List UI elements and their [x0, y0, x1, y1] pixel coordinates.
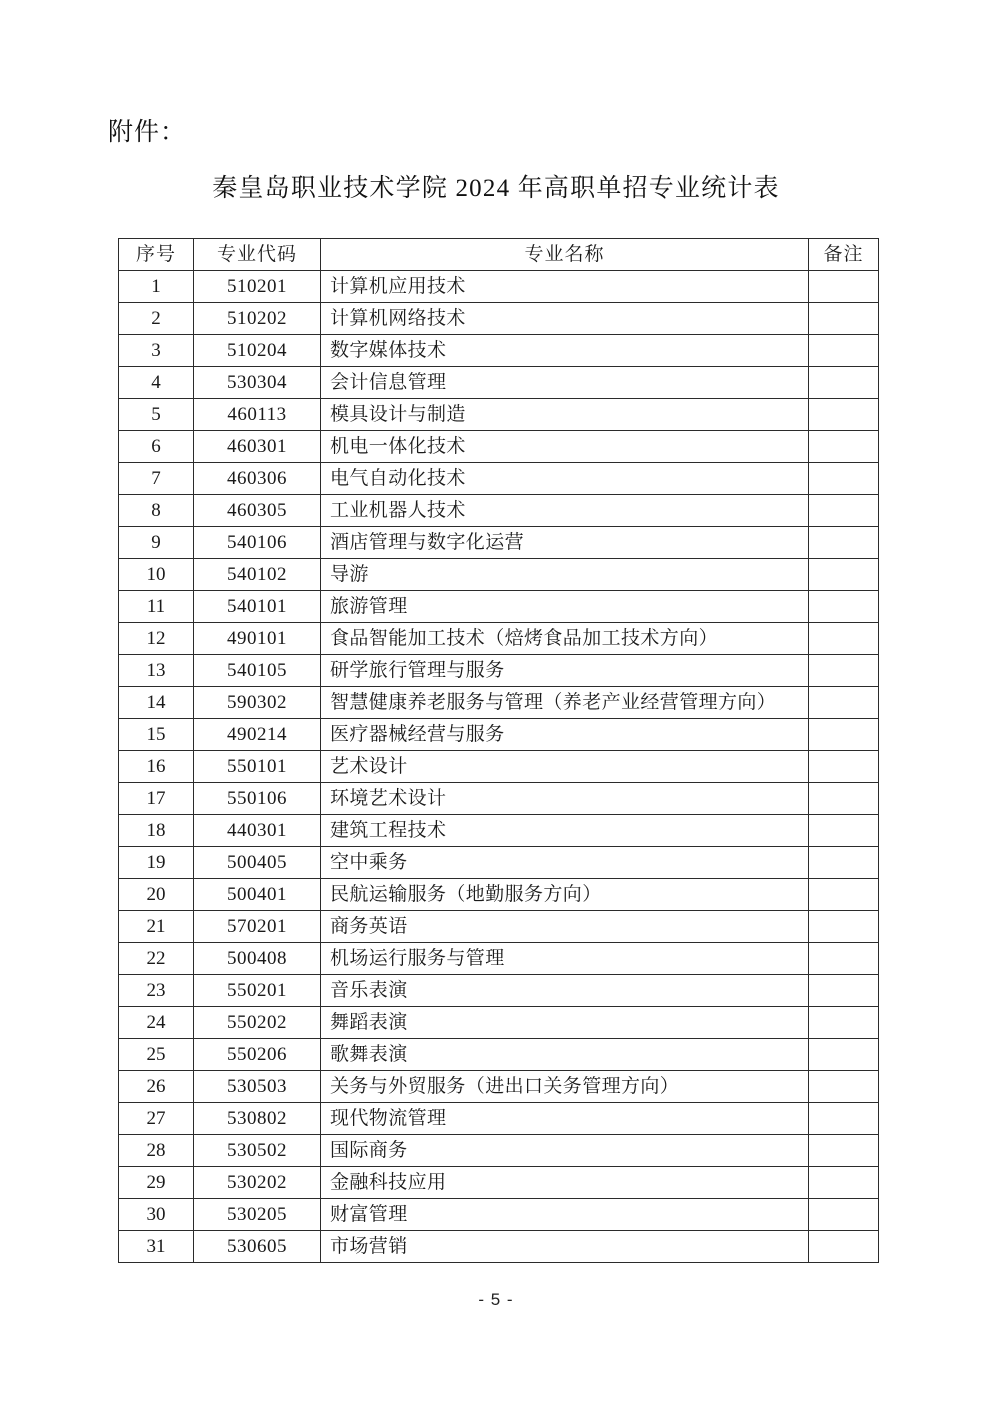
cell-serial-number: 10 [119, 559, 194, 591]
table-row [119, 879, 879, 911]
cell-serial-number: 17 [119, 783, 194, 815]
cell-serial-number: 8 [119, 495, 194, 527]
cell-serial-number: 14 [119, 687, 194, 719]
cell-major-code: 570201 [194, 911, 321, 943]
table-row [119, 303, 879, 335]
table-row [119, 495, 879, 527]
cell-major-code: 540101 [194, 591, 321, 623]
cell-major-name: 数字媒体技术 [321, 335, 809, 367]
table-row [119, 1231, 879, 1263]
cell-serial-number: 13 [119, 655, 194, 687]
cell-serial-number: 26 [119, 1071, 194, 1103]
cell-remark [809, 367, 879, 399]
cell-major-code: 550202 [194, 1007, 321, 1039]
cell-major-name: 食品智能加工技术（焙烤食品加工技术方向） [321, 623, 809, 655]
cell-major-name: 歌舞表演 [321, 1039, 809, 1071]
cell-major-code: 460306 [194, 463, 321, 495]
cell-major-code: 500401 [194, 879, 321, 911]
cell-remark [809, 623, 879, 655]
table-header [119, 239, 879, 271]
cell-major-code: 500408 [194, 943, 321, 975]
cell-major-name: 音乐表演 [321, 975, 809, 1007]
majors-table-container [118, 238, 878, 1263]
cell-serial-number: 21 [119, 911, 194, 943]
cell-major-code: 510202 [194, 303, 321, 335]
column-header-name: 专业名称 [321, 239, 809, 271]
table-row [119, 719, 879, 751]
cell-major-name: 智慧健康养老服务与管理（养老产业经营管理方向） [321, 687, 809, 719]
table-row [119, 1199, 879, 1231]
cell-remark [809, 591, 879, 623]
table-row [119, 847, 879, 879]
cell-serial-number: 5 [119, 399, 194, 431]
page-number: - 5 - [478, 1290, 514, 1309]
cell-serial-number: 16 [119, 751, 194, 783]
cell-remark [809, 1135, 879, 1167]
cell-remark [809, 1039, 879, 1071]
cell-remark [809, 783, 879, 815]
cell-major-code: 540105 [194, 655, 321, 687]
cell-remark [809, 975, 879, 1007]
cell-major-code: 530503 [194, 1071, 321, 1103]
cell-serial-number: 31 [119, 1231, 194, 1263]
cell-major-code: 550106 [194, 783, 321, 815]
table-row [119, 559, 879, 591]
table-row [119, 623, 879, 655]
cell-remark [809, 911, 879, 943]
column-header-note: 备注 [809, 239, 879, 271]
cell-major-name: 电气自动化技术 [321, 463, 809, 495]
cell-major-name: 旅游管理 [321, 591, 809, 623]
cell-major-code: 540106 [194, 527, 321, 559]
cell-major-code: 530502 [194, 1135, 321, 1167]
cell-remark [809, 879, 879, 911]
cell-serial-number: 19 [119, 847, 194, 879]
cell-serial-number: 15 [119, 719, 194, 751]
cell-remark [809, 687, 879, 719]
table-row [119, 1007, 879, 1039]
table-row [119, 431, 879, 463]
cell-remark [809, 1167, 879, 1199]
cell-major-code: 510204 [194, 335, 321, 367]
cell-serial-number: 20 [119, 879, 194, 911]
cell-serial-number: 25 [119, 1039, 194, 1071]
cell-serial-number: 7 [119, 463, 194, 495]
cell-major-name: 导游 [321, 559, 809, 591]
cell-major-code: 440301 [194, 815, 321, 847]
cell-major-code: 490214 [194, 719, 321, 751]
cell-major-name: 现代物流管理 [321, 1103, 809, 1135]
cell-remark [809, 335, 879, 367]
cell-major-name: 关务与外贸服务（进出口关务管理方向） [321, 1071, 809, 1103]
table-row [119, 975, 879, 1007]
cell-major-code: 530802 [194, 1103, 321, 1135]
table-row [119, 783, 879, 815]
cell-serial-number: 30 [119, 1199, 194, 1231]
cell-serial-number: 6 [119, 431, 194, 463]
cell-remark [809, 1199, 879, 1231]
cell-serial-number: 24 [119, 1007, 194, 1039]
cell-major-name: 商务英语 [321, 911, 809, 943]
cell-major-code: 490101 [194, 623, 321, 655]
table-row [119, 1167, 879, 1199]
table-row [119, 1135, 879, 1167]
table-row [119, 591, 879, 623]
majors-statistics-table [118, 238, 879, 1263]
cell-major-name: 艺术设计 [321, 751, 809, 783]
table-row [119, 463, 879, 495]
cell-major-code: 510201 [194, 271, 321, 303]
cell-serial-number: 9 [119, 527, 194, 559]
cell-major-code: 530605 [194, 1231, 321, 1263]
cell-major-name: 环境艺术设计 [321, 783, 809, 815]
cell-major-name: 金融科技应用 [321, 1167, 809, 1199]
cell-serial-number: 4 [119, 367, 194, 399]
cell-major-code: 460113 [194, 399, 321, 431]
cell-major-name: 国际商务 [321, 1135, 809, 1167]
cell-major-code: 550206 [194, 1039, 321, 1071]
cell-major-code: 460301 [194, 431, 321, 463]
cell-remark [809, 1103, 879, 1135]
table-row [119, 367, 879, 399]
cell-remark [809, 847, 879, 879]
column-header-no: 序号 [119, 239, 194, 271]
attachment-label: 附件： [108, 119, 187, 146]
table-row [119, 1039, 879, 1071]
cell-remark [809, 463, 879, 495]
cell-major-name: 市场营销 [321, 1231, 809, 1263]
table-row [119, 943, 879, 975]
column-header-code: 专业代码 [194, 239, 321, 271]
cell-major-name: 工业机器人技术 [321, 495, 809, 527]
table-row [119, 335, 879, 367]
cell-major-name: 建筑工程技术 [321, 815, 809, 847]
cell-serial-number: 2 [119, 303, 194, 335]
cell-serial-number: 28 [119, 1135, 194, 1167]
table-row [119, 399, 879, 431]
cell-remark [809, 655, 879, 687]
table-row [119, 911, 879, 943]
cell-major-name: 机场运行服务与管理 [321, 943, 809, 975]
table-header-row [119, 239, 879, 271]
cell-major-code: 500405 [194, 847, 321, 879]
cell-major-name: 模具设计与制造 [321, 399, 809, 431]
cell-major-code: 590302 [194, 687, 321, 719]
cell-serial-number: 23 [119, 975, 194, 1007]
cell-remark [809, 495, 879, 527]
table-body [119, 271, 879, 1263]
table-row [119, 527, 879, 559]
cell-remark [809, 943, 879, 975]
cell-major-code: 550201 [194, 975, 321, 1007]
table-row [119, 1103, 879, 1135]
cell-remark [809, 1231, 879, 1263]
cell-remark [809, 1071, 879, 1103]
cell-major-code: 530304 [194, 367, 321, 399]
cell-major-name: 舞蹈表演 [321, 1007, 809, 1039]
table-row [119, 271, 879, 303]
cell-serial-number: 22 [119, 943, 194, 975]
cell-remark [809, 559, 879, 591]
cell-major-name: 医疗器械经营与服务 [321, 719, 809, 751]
cell-remark [809, 751, 879, 783]
cell-remark [809, 431, 879, 463]
cell-major-name: 酒店管理与数字化运营 [321, 527, 809, 559]
table-row [119, 655, 879, 687]
cell-major-name: 机电一体化技术 [321, 431, 809, 463]
cell-remark [809, 1007, 879, 1039]
cell-remark [809, 399, 879, 431]
cell-serial-number: 12 [119, 623, 194, 655]
table-row [119, 815, 879, 847]
cell-serial-number: 3 [119, 335, 194, 367]
cell-major-code: 530205 [194, 1199, 321, 1231]
cell-serial-number: 18 [119, 815, 194, 847]
cell-remark [809, 815, 879, 847]
cell-remark [809, 527, 879, 559]
cell-major-code: 550101 [194, 751, 321, 783]
table-row [119, 687, 879, 719]
cell-serial-number: 29 [119, 1167, 194, 1199]
cell-remark [809, 271, 879, 303]
page-title: 秦皇岛职业技术学院 2024 年高职单招专业统计表 [212, 175, 780, 202]
cell-serial-number: 11 [119, 591, 194, 623]
cell-major-name: 计算机应用技术 [321, 271, 809, 303]
cell-major-name: 研学旅行管理与服务 [321, 655, 809, 687]
table-row [119, 751, 879, 783]
cell-major-name: 民航运输服务（地勤服务方向） [321, 879, 809, 911]
cell-major-name: 空中乘务 [321, 847, 809, 879]
cell-serial-number: 27 [119, 1103, 194, 1135]
cell-major-code: 530202 [194, 1167, 321, 1199]
cell-major-name: 会计信息管理 [321, 367, 809, 399]
cell-major-code: 460305 [194, 495, 321, 527]
cell-major-code: 540102 [194, 559, 321, 591]
cell-major-name: 计算机网络技术 [321, 303, 809, 335]
cell-major-name: 财富管理 [321, 1199, 809, 1231]
cell-remark [809, 303, 879, 335]
table-row [119, 1071, 879, 1103]
cell-remark [809, 719, 879, 751]
cell-serial-number: 1 [119, 271, 194, 303]
